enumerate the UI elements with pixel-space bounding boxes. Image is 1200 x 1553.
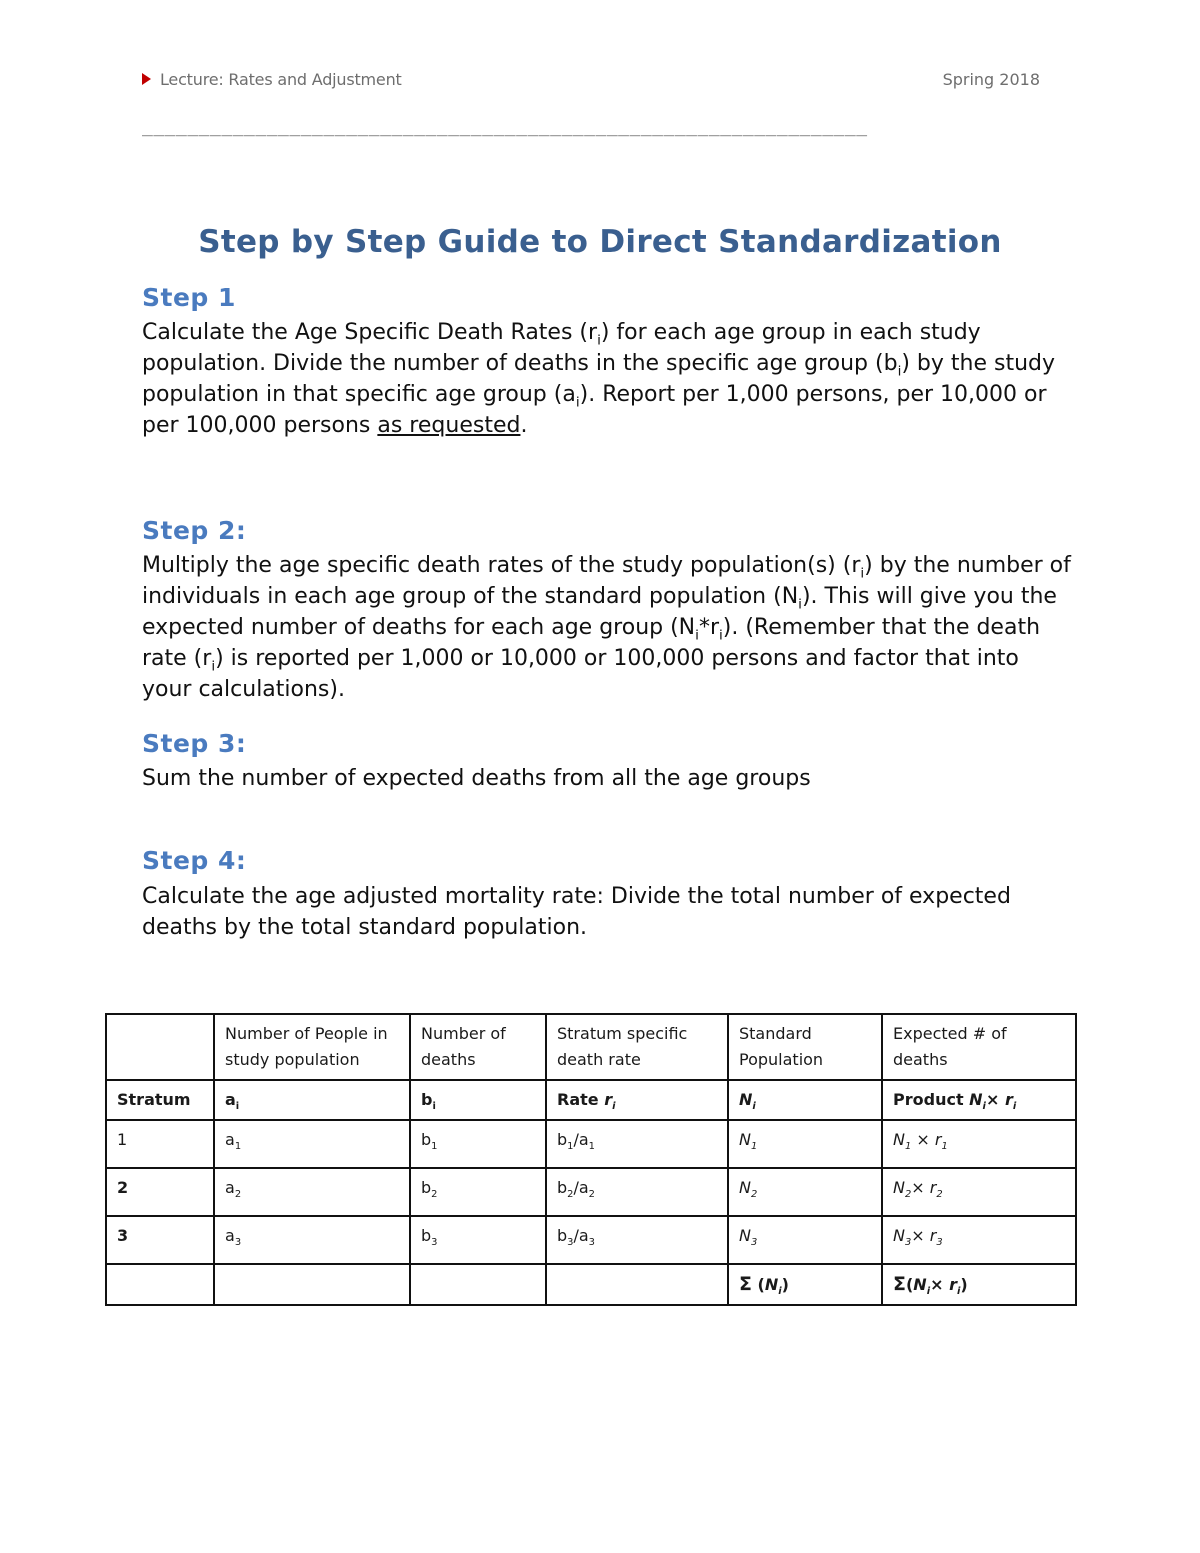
- a-cell: $a_3$: [214, 1216, 410, 1264]
- header-cell-standard-population: Standard Population: [728, 1014, 882, 1080]
- header-cell-expected-deaths: Expected # of deaths: [882, 1014, 1076, 1080]
- product-cell: $N_2\times r_2$: [882, 1168, 1076, 1216]
- sigma-symbol: Σ: [739, 1273, 752, 1295]
- direct-standardization-table: [105, 1013, 1077, 1306]
- step-4-body: Calculate the age adjusted mortality rate: Divide the total number of expected deaths by the total standard population.: [142, 884, 1011, 940]
- empty-cell: [546, 1264, 728, 1305]
- table-row: [106, 1120, 1076, 1168]
- step-1-heading: Step 1: [142, 283, 236, 312]
- step-3-body: Sum the number of expected deaths from all the age groups: [142, 766, 811, 791]
- rate-cell: $b_3/a_3$: [546, 1216, 728, 1264]
- label-n: $N_i$: [728, 1080, 882, 1120]
- label-a: $a_i$: [214, 1080, 410, 1120]
- stratum-cell: 3: [106, 1216, 214, 1264]
- label-b: $b_i$: [410, 1080, 546, 1120]
- table-sum-row: [106, 1264, 1076, 1305]
- as-requested-underlined: as requested: [377, 413, 521, 438]
- table-header-row: [106, 1014, 1076, 1080]
- header-cell-deaths: Number of deaths: [410, 1014, 546, 1080]
- product-cell: $N_1 \times r_1$: [882, 1120, 1076, 1168]
- label-stratum: Stratum: [106, 1080, 214, 1120]
- n-cell: $N_3$: [728, 1216, 882, 1264]
- triangle-bullet-icon: [142, 73, 151, 85]
- step-1-body: Calculate the Age Specific Death Rates $(r_i)$ for each age group in each study population. Divide the number of deaths in the specific age group $(b_i)$ by the study population in that specific age group $(a_i)$. Report per 1,000 persons, per 10,000 or per 100,000 persons as requested.: [142, 320, 1056, 438]
- lecture-title: Lecture: Rates and Adjustment: [160, 70, 402, 89]
- sum-n-cell: Σ $(N_i)$: [728, 1264, 882, 1305]
- page-header: [142, 70, 1040, 96]
- table-row: [106, 1216, 1076, 1264]
- header-rule: ________________________________________________________________: [142, 116, 868, 137]
- stratum-cell: 2: [106, 1168, 214, 1216]
- step-4-heading: Step 4:: [142, 846, 247, 875]
- term-label: Spring 2018: [942, 70, 1040, 89]
- step-2-heading: Step 2:: [142, 516, 247, 545]
- a-cell: $a_1$: [214, 1120, 410, 1168]
- header-cell-study-population: Number of People in study population: [214, 1014, 410, 1080]
- n-cell: $N_1$: [728, 1120, 882, 1168]
- rate-cell: $b_1/a_1$: [546, 1120, 728, 1168]
- stratum-cell: 1: [106, 1120, 214, 1168]
- product-cell: $N_3\times r_3$: [882, 1216, 1076, 1264]
- header-cell-empty: [106, 1014, 214, 1080]
- sigma-symbol: Σ: [893, 1273, 906, 1295]
- empty-cell: [106, 1264, 214, 1305]
- step-3-heading: Step 3:: [142, 729, 247, 758]
- sum-product-cell: $\Sigma(N_i\times r_i)$: [882, 1264, 1076, 1305]
- n-cell: $N_2$: [728, 1168, 882, 1216]
- b-cell: $b_2$: [410, 1168, 546, 1216]
- header-cell-death-rate: Stratum specific death rate: [546, 1014, 728, 1080]
- document-title: Step by Step Guide to Direct Standardization: [198, 224, 1002, 260]
- step-2-body: Multiply the age specific death rates of the study population(s) $(r_i)$ by the number of individuals in each age group of the standard population $(N_i)$. This will give you the expected number of deaths for each age group $(N_i*r_i)$. (Remember that the death rate $(r_i)$ is reported per 1,000 or 10,000 or 100,000 persons and factor that into your calculations).: [142, 553, 1071, 702]
- empty-cell: [410, 1264, 546, 1305]
- b-cell: $b_1$: [410, 1120, 546, 1168]
- a-cell: $a_2$: [214, 1168, 410, 1216]
- table-label-row: [106, 1080, 1076, 1120]
- label-product: Product $N_i\times r_i$: [882, 1080, 1076, 1120]
- b-cell: $b_3$: [410, 1216, 546, 1264]
- table-row: [106, 1168, 1076, 1216]
- rate-cell: $b_2/a_2$: [546, 1168, 728, 1216]
- empty-cell: [214, 1264, 410, 1305]
- label-rate: Rate $r_i$: [546, 1080, 728, 1120]
